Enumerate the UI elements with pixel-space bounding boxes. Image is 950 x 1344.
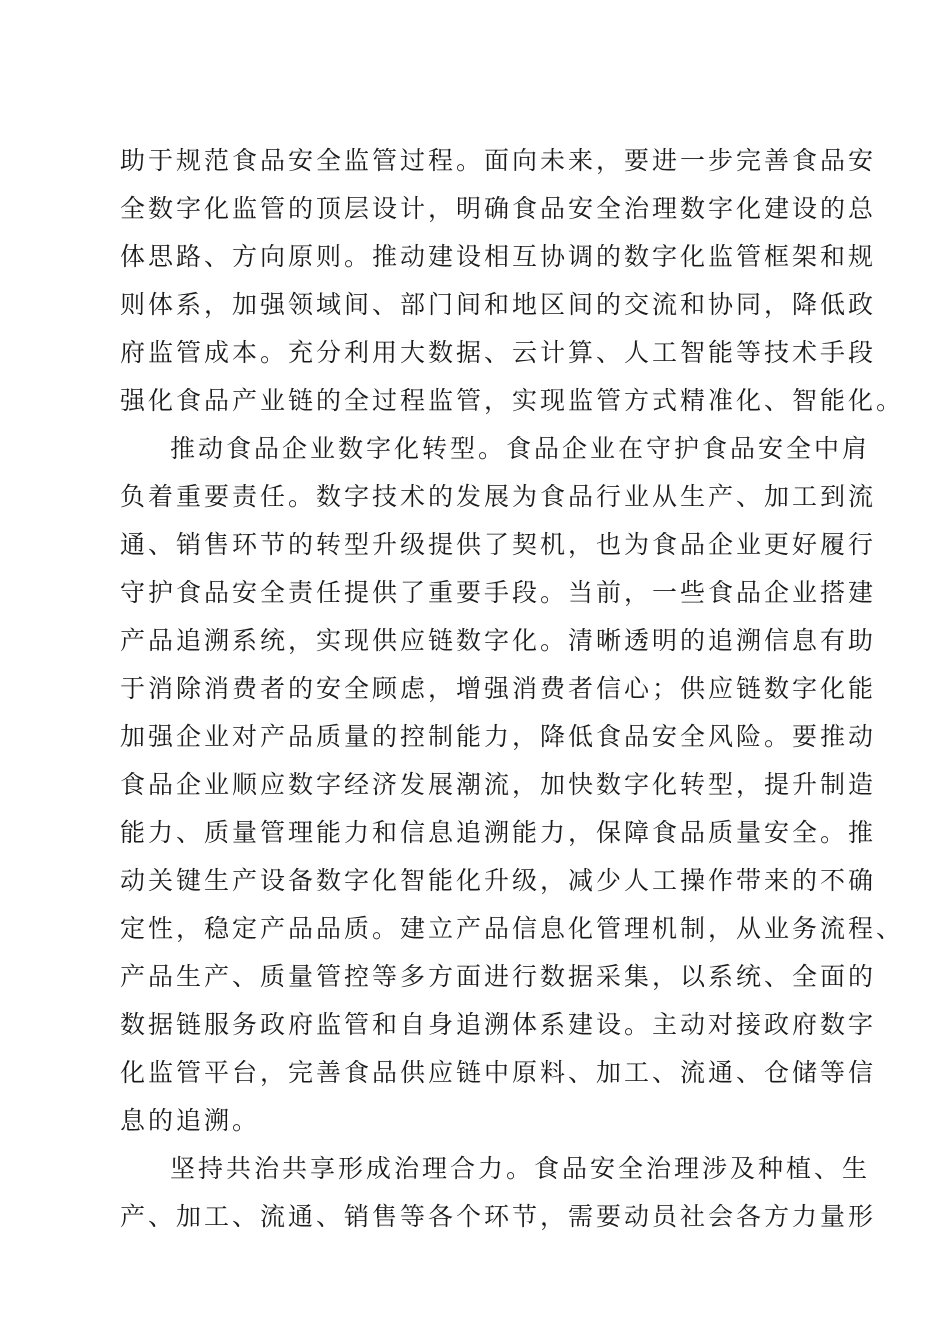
text-line: 则体系，加强领域间、部门间和地区间的交流和协同，降低政: [120, 290, 877, 319]
text-line: 产、加工、流通、销售等各个环节，需要动员社会各方力量形: [120, 1202, 877, 1231]
text-line: 于消除消费者的安全顾虑，增强消费者信心；供应链数字化能: [120, 674, 877, 703]
text-line: 通、销售环节的转型升级提供了契机，也为食品企业更好履行: [120, 530, 877, 559]
text-line: 府监管成本。充分利用大数据、云计算、人工智能等技术手段: [120, 338, 877, 367]
text-line: 强化食品产业链的全过程监管，实现监管方式精准化、智能化。: [120, 386, 905, 415]
text-line: 负着重要责任。数字技术的发展为食品行业从生产、加工到流: [120, 482, 877, 511]
text-line: 数据链服务政府监管和自身追溯体系建设。主动对接政府数字: [120, 1010, 877, 1039]
text-line: 定性，稳定产品品质。建立产品信息化管理机制，从业务流程、: [120, 914, 905, 943]
text-line: 化监管平台，完善食品供应链中原料、加工、流通、仓储等信: [120, 1058, 877, 1087]
text-line: 守护食品安全责任提供了重要手段。当前，一些食品企业搭建: [120, 578, 877, 607]
text-line: 体思路、方向原则。推动建设相互协调的数字化监管框架和规: [120, 242, 877, 271]
text-line: 加强企业对产品质量的控制能力，降低食品安全风险。要推动: [120, 722, 877, 751]
text-line: 息的追溯。: [120, 1106, 261, 1135]
body-text: [120, 137, 905, 1241]
text-line: 产品生产、质量管控等多方面进行数据采集，以系统、全面的: [120, 962, 877, 991]
text-line: 产品追溯系统，实现供应链数字化。清晰透明的追溯信息有助: [120, 626, 877, 655]
text-line: 助于规范食品安全监管过程。面向未来，要进一步完善食品安: [120, 146, 877, 175]
text-line: 动关键生产设备数字化智能化升级，减少人工操作带来的不确: [120, 866, 877, 895]
text-line: 能力、质量管理能力和信息追溯能力，保障食品质量安全。推: [120, 818, 877, 847]
text-line: 食品企业顺应数字经济发展潮流，加快数字化转型，提升制造: [120, 770, 877, 799]
text-line: 全数字化监管的顶层设计，明确食品安全治理数字化建设的总: [120, 194, 877, 223]
paragraph-start-line: 坚持共治共享形成治理合力。食品安全治理涉及种植、生: [170, 1154, 871, 1183]
paragraph-start-line: 推动食品企业数字化转型。食品企业在守护食品安全中肩: [170, 434, 871, 463]
